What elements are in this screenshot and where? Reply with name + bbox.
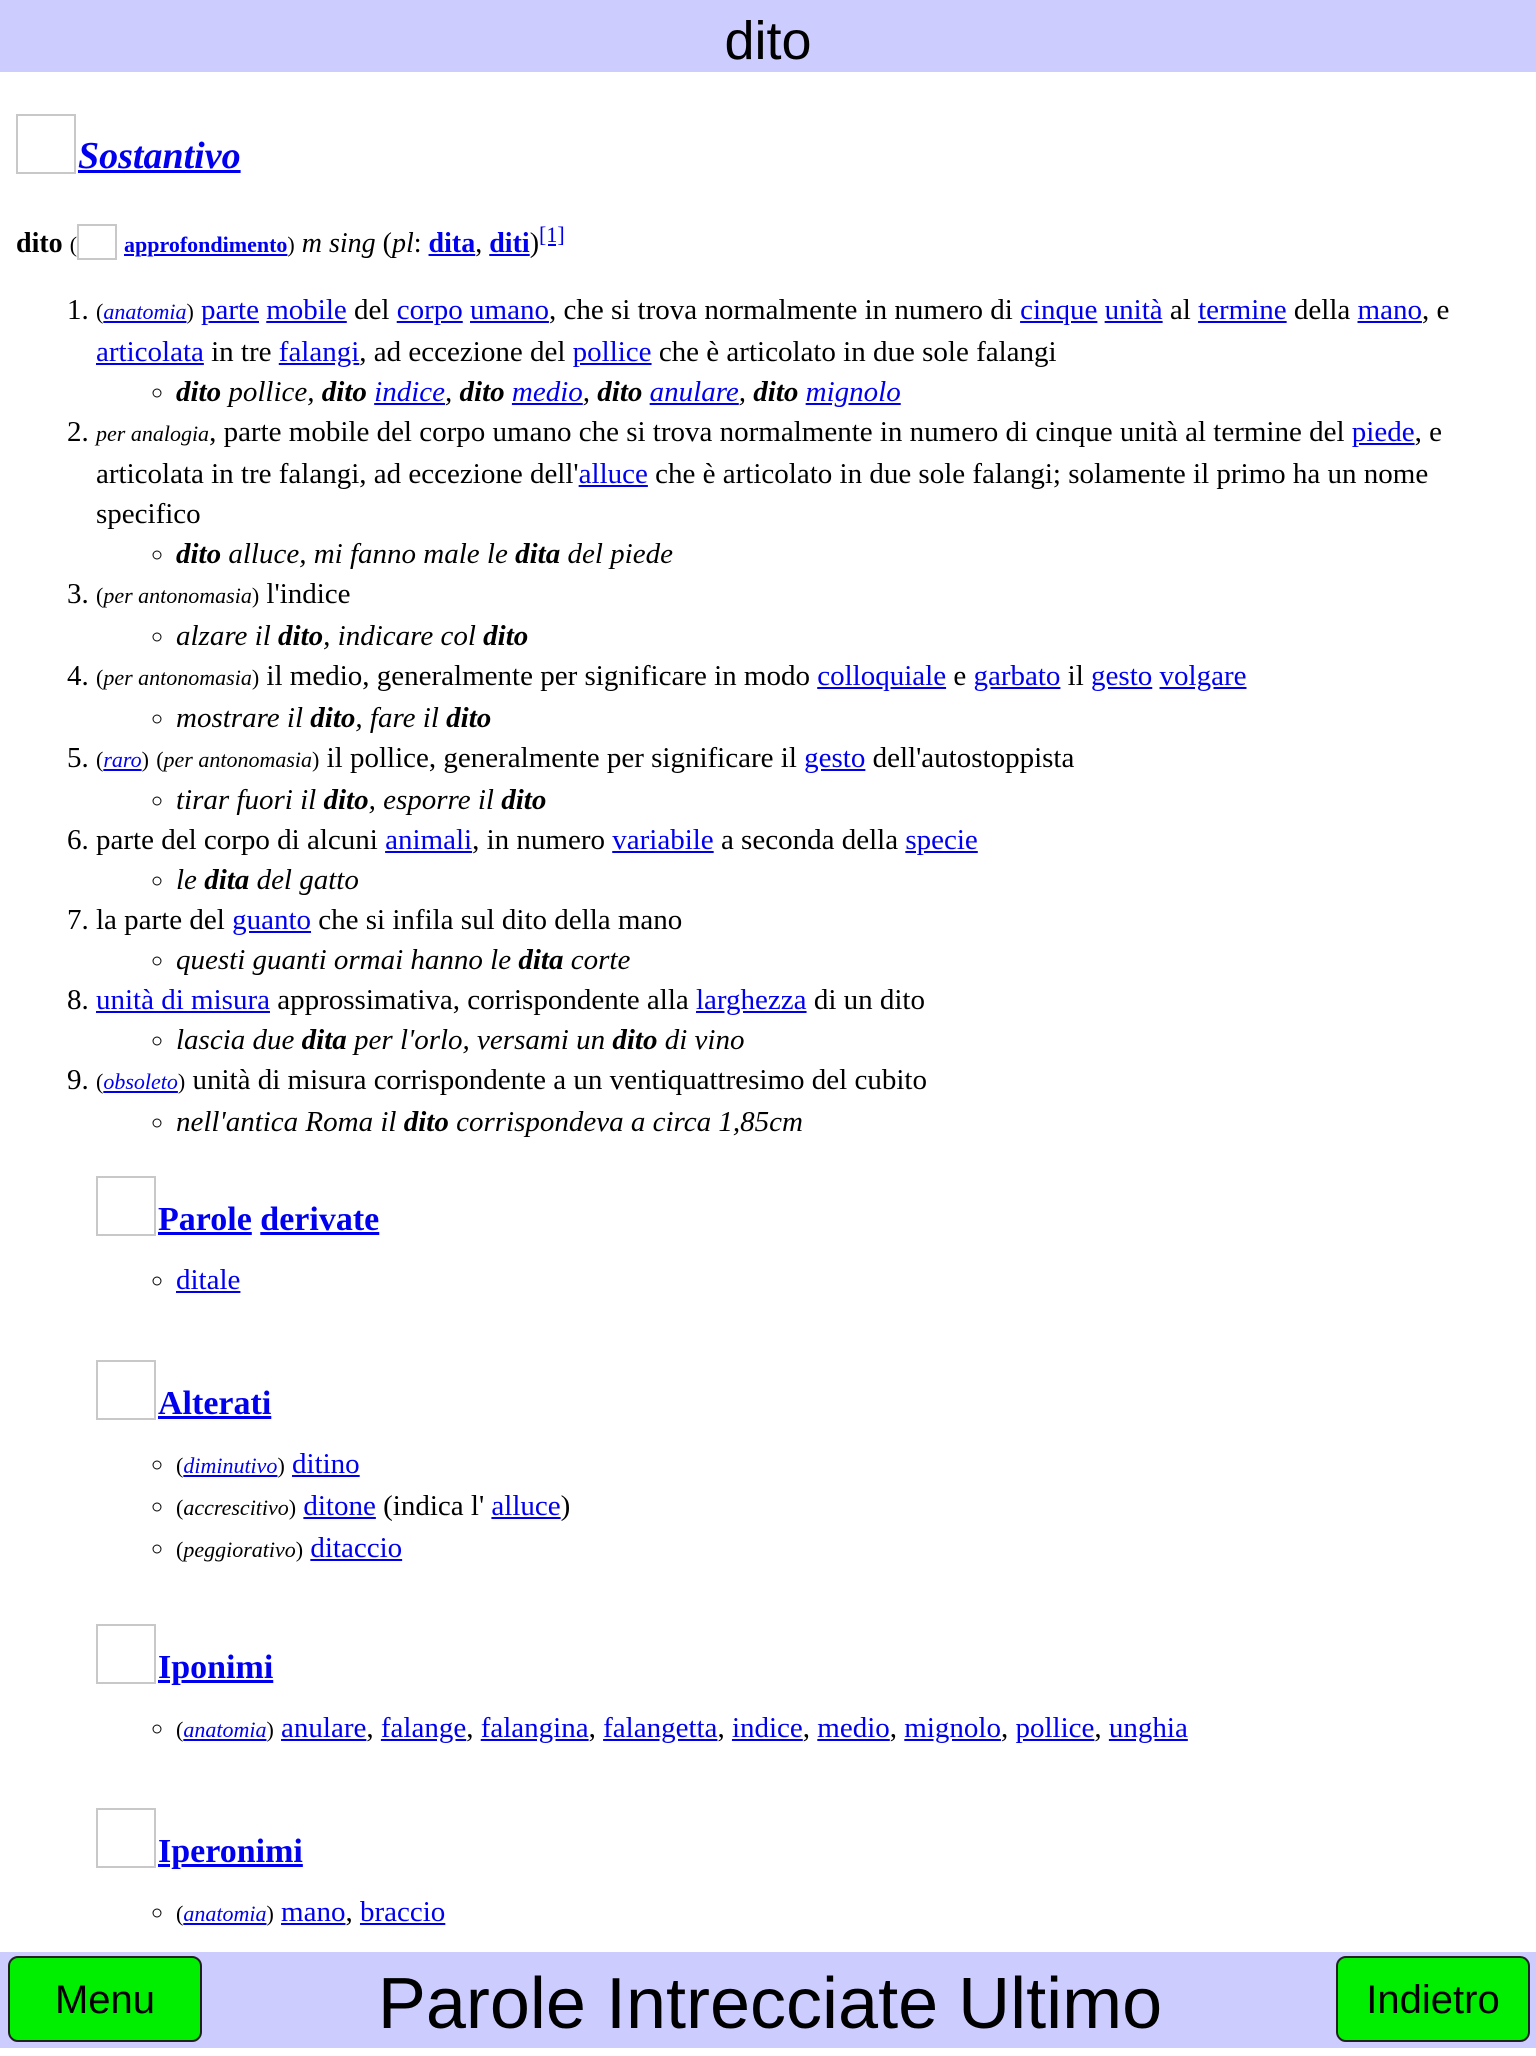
link-unita[interactable]: unità [1104, 294, 1163, 326]
gender-label: m sing [301, 228, 376, 259]
example: ◦ dito alluce, mi fanno male le dita del piede [176, 534, 1516, 574]
link-iponimi[interactable]: Iponimi [158, 1649, 274, 1686]
sense-5: 5. (raro) (per antonomasia) il pollice, generalmente per significare il gesto dell'autostoppista ◦ tirar fuori il dito, esporre il dito [96, 738, 1516, 820]
link-parte[interactable]: parte [201, 294, 259, 326]
link-unita-di-misura[interactable]: unità di misura [96, 984, 270, 1016]
section-image-placeholder [96, 1176, 156, 1236]
link-indice[interactable]: indice [374, 376, 446, 408]
link-alluce[interactable]: alluce [578, 458, 648, 490]
link-garbato[interactable]: garbato [973, 660, 1061, 692]
sense-7: 7. la parte del guanto che si infila sul dito della mano ◦ questi guanti ormai hanno le dita corte [96, 900, 1516, 980]
section-image-placeholder [96, 1360, 156, 1420]
example: ◦ alzare il dito, indicare col dito [176, 616, 1516, 656]
link-pollice[interactable]: pollice [572, 336, 652, 368]
link-mobile[interactable]: mobile [266, 294, 347, 326]
sense-4: 4. (per antonomasia) il medio, generalmente per significare in modo colloquiale e garbato il gesto volgare ◦ mostrare il dito, fare il dito [96, 656, 1516, 738]
link-falangi[interactable]: falangi [278, 336, 360, 368]
sense-9: 9. (obsoleto) unità di misura corrispondente a un ventiquattresimo del cubito ◦ nell'antica Roma il dito corrispondeva a circa 1,85cm [96, 1060, 1516, 1142]
section-heading [96, 1802, 303, 1871]
iponimi-list [96, 1708, 1188, 1750]
sense-1: 1. (anatomia) parte mobile del corpo umano, che si trova normalmente in numero di cinque unità al termine della mano, e articolata in tre falangi, ad eccezione del pollice che è articolato in due sole falangi ◦ dito pollice, dito indice, dito medio, dito anulare, dito mignolo [96, 290, 1516, 412]
link-mignolo[interactable]: mignolo [904, 1712, 1001, 1744]
list-item: ◦ (anatomia) mano, braccio [176, 1892, 445, 1934]
link-gesto[interactable]: gesto [804, 742, 866, 774]
headword: dito [16, 228, 63, 259]
page-title: dito [0, 0, 1536, 72]
content-area [0, 72, 1536, 1952]
label-diminutivo[interactable]: diminutivo [183, 1453, 278, 1478]
link-specie[interactable]: specie [905, 824, 978, 856]
example: ◦ le dita del gatto [176, 860, 1516, 900]
link-animali[interactable]: animali [385, 824, 473, 856]
link-piede[interactable]: piede [1351, 416, 1415, 448]
iperonimi-list [96, 1892, 445, 1934]
link-falangetta[interactable]: falangetta [603, 1712, 718, 1744]
sostantivo-link[interactable]: Sostantivo [78, 135, 241, 177]
link-gesto[interactable]: gesto [1091, 660, 1153, 692]
menu-button[interactable]: Menu [8, 1956, 202, 2042]
plural-label: pl [391, 228, 414, 259]
link-ditone[interactable]: ditone [303, 1490, 376, 1522]
link-larghezza[interactable]: larghezza [696, 984, 807, 1016]
bottom-bar [0, 1952, 1536, 2048]
link-iperonimi[interactable]: Iperonimi [158, 1833, 303, 1870]
link-umano[interactable]: umano [470, 294, 549, 326]
example: ◦ mostrare il dito, fare il dito [176, 698, 1516, 738]
link-falangina[interactable]: falangina [480, 1712, 589, 1744]
derivate-list [96, 1260, 240, 1300]
link-ditino[interactable]: ditino [292, 1448, 360, 1480]
link-falange[interactable]: falange [380, 1712, 467, 1744]
link-articolata[interactable]: articolata [96, 336, 204, 368]
approfondimento-image [77, 224, 117, 260]
label-per-antonomasia: per antonomasia [103, 583, 252, 608]
approfondimento-link[interactable]: approfondimento [124, 232, 288, 257]
link-cinque[interactable]: cinque [1020, 294, 1098, 326]
label-peggiorativo: peggiorativo [183, 1537, 296, 1562]
link-medio[interactable]: medio [511, 376, 583, 408]
link-alterati[interactable]: Alterati [158, 1385, 272, 1422]
plural-diti-link[interactable]: diti [489, 228, 530, 259]
list-item [176, 1260, 240, 1300]
link-alluce[interactable]: alluce [491, 1490, 561, 1522]
back-button[interactable]: Indietro [1336, 1956, 1530, 2042]
label-per-antonomasia: per antonomasia [163, 747, 313, 772]
example: ◦ nell'antica Roma il dito corrispondeva a circa 1,85cm [176, 1102, 1516, 1142]
label-obsoleto[interactable]: obsoleto [103, 1069, 178, 1094]
section-image-placeholder [96, 1808, 156, 1868]
section-sostantivo [16, 108, 241, 178]
label-per-analogia: per analogia [96, 421, 210, 446]
link-mignolo[interactable]: mignolo [805, 376, 901, 408]
label-raro[interactable]: raro [103, 747, 142, 772]
link-unghia[interactable]: unghia [1108, 1712, 1188, 1744]
link-mano[interactable]: mano [281, 1896, 346, 1928]
section-image-placeholder [96, 1624, 156, 1684]
sense-6: 6. parte del corpo di alcuni animali, in numero variabile a seconda della specie ◦ le dita del gatto [96, 820, 1516, 900]
list-item: ◦ (peggiorativo) ditaccio [176, 1528, 570, 1570]
link-variabile[interactable]: variabile [612, 824, 714, 856]
link-ditale[interactable]: ditale [176, 1264, 241, 1296]
link-anulare[interactable]: anulare [649, 376, 739, 408]
label-anatomia[interactable]: anatomia [183, 1717, 267, 1742]
link-anulare[interactable]: anulare [281, 1712, 367, 1744]
section-image-placeholder [16, 114, 76, 174]
link-medio[interactable]: medio [817, 1712, 890, 1744]
link-volgare[interactable]: volgare [1159, 660, 1247, 692]
link-braccio[interactable]: braccio [359, 1896, 446, 1928]
section-iponimi [96, 1618, 273, 1687]
list-item: ◦ (anatomia) anulare, falange, falangina, falangetta, indice, medio, mignolo, pollice, unghia [176, 1708, 1188, 1750]
sense-8: 8. unità di misura approssimativa, corrispondente alla larghezza di un dito ◦ lascia due dita per l'orlo, versami un dito di vino [96, 980, 1516, 1060]
example: ◦ dito pollice, dito indice, dito medio, dito anulare, dito mignolo [176, 372, 1516, 412]
list-item: ◦ (accrescitivo) ditone (indica l' alluce) [176, 1486, 570, 1528]
section-heading [96, 1354, 271, 1423]
link-pollice[interactable]: pollice [1015, 1712, 1095, 1744]
link-parole[interactable]: Parole [158, 1201, 252, 1238]
label-anatomia[interactable]: anatomia [183, 1901, 267, 1926]
label-accrescitivo: accrescitivo [183, 1495, 289, 1520]
sense-3: 3. (per antonomasia) l'indice ◦ alzare il dito, indicare col dito [96, 574, 1516, 656]
example: ◦ lascia due dita per l'orlo, versami un dito di vino [176, 1020, 1516, 1060]
reference-link[interactable]: [1] [539, 221, 565, 247]
link-mano[interactable]: mano [1357, 294, 1422, 326]
section-heading [96, 1618, 273, 1687]
link-termine[interactable]: termine [1198, 294, 1287, 326]
label-anatomia[interactable]: anatomia [103, 299, 187, 324]
section-heading [96, 1170, 379, 1239]
link-guanto[interactable]: guanto [232, 904, 312, 936]
link-corpo[interactable]: corpo [396, 294, 463, 326]
senses-list [0, 290, 1516, 1142]
link-ditaccio[interactable]: ditaccio [310, 1532, 403, 1564]
sense-2: 2. per analogia, parte mobile del corpo umano che si trova normalmente in numero di cinque unità al termine del piede, e articolata in tre falangi, ad eccezione dell'alluce che è articolato in due sole falangi; solamente il primo ha un nome specifico ◦ dito alluce, mi fanno male le dita del piede [96, 412, 1516, 574]
list-item: ◦ (diminutivo) ditino [176, 1444, 570, 1486]
link-colloquiale[interactable]: colloquiale [817, 660, 947, 692]
section-alterati [96, 1354, 271, 1423]
link-indice[interactable]: indice [731, 1712, 803, 1744]
link-derivate[interactable]: derivate [260, 1201, 380, 1238]
headword-line: dito ( approfondimento) m sing (pl: dita, diti)[1] [16, 221, 565, 259]
example: ◦ questi guanti ormai hanno le dita corte [176, 940, 1516, 980]
section-iperonimi [96, 1802, 303, 1871]
plural-dita-link[interactable]: dita [428, 228, 476, 259]
label-per-antonomasia: per antonomasia [103, 665, 252, 690]
app-title: Parole Intrecciate Ultimo [377, 1964, 1163, 2044]
alterati-list [96, 1444, 570, 1570]
section-parole-derivate [96, 1170, 379, 1239]
example: ◦ tirar fuori il dito, esporre il dito [176, 780, 1516, 820]
